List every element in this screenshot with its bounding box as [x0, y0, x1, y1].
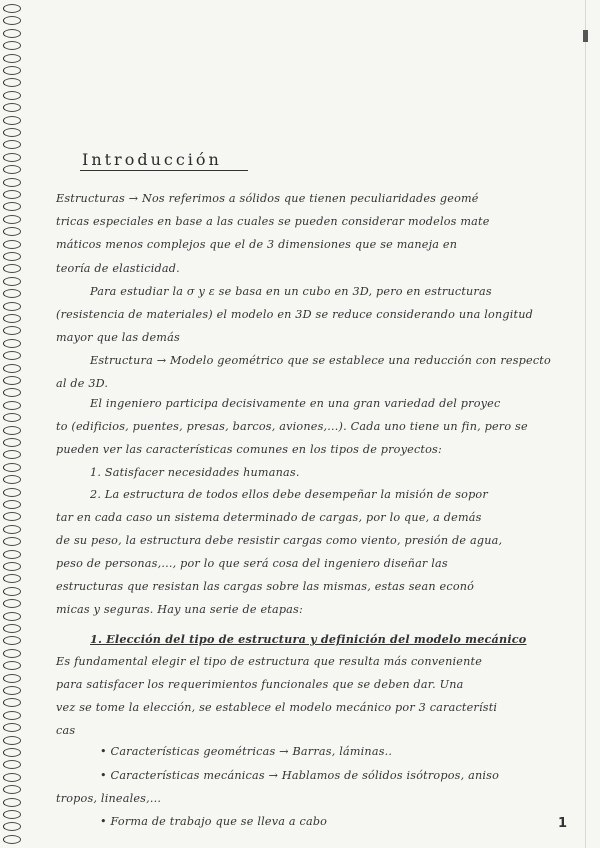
text-line: Estructuras → Nos referimos a sólidos que tienen peculiaridades geomé	[56, 192, 479, 205]
binding-ring	[3, 326, 21, 335]
text-line: micas y seguras. Hay una serie de etapas:	[56, 603, 303, 616]
binding-ring	[3, 500, 21, 509]
binding-ring	[3, 264, 21, 273]
binding-ring	[3, 736, 21, 745]
binding-ring	[3, 339, 21, 348]
page-title: Introducción	[82, 150, 222, 169]
binding-ring	[3, 66, 21, 75]
binding-ring	[3, 450, 21, 459]
binding-ring	[3, 661, 21, 670]
text-line: vez se tome la elección, se establece el modelo mecánico por 3 característi	[56, 701, 498, 714]
binding-ring	[3, 413, 21, 422]
binding-ring	[3, 698, 21, 707]
binding-ring	[3, 488, 21, 497]
binding-ring	[3, 525, 21, 534]
binding-ring	[3, 599, 21, 608]
text-line: pueden ver las características comunes en los tipos de proyectos:	[56, 443, 442, 456]
text-line: estructuras que resistan las cargas sobre las mismas, estas sean econó	[56, 580, 475, 593]
binding-ring	[3, 351, 21, 360]
text-line: peso de personas,..., por lo que será cosa del ingeniero diseñar las	[56, 557, 448, 570]
text-line: 2. La estructura de todos ellos debe desempeñar la misión de sopor	[90, 488, 488, 501]
binding-ring	[3, 29, 21, 38]
binding-ring	[3, 587, 21, 596]
binding-ring	[3, 215, 21, 224]
binding-ring	[3, 54, 21, 63]
binding-ring	[3, 41, 21, 50]
text-line: mayor que las demás	[56, 331, 180, 344]
binding-ring	[3, 686, 21, 695]
binding-ring	[3, 302, 21, 311]
binding-ring	[3, 475, 21, 484]
page-number: 1	[558, 816, 568, 831]
binding-ring	[3, 748, 21, 757]
binding-ring	[3, 252, 21, 261]
text-line: Es fundamental elegir el tipo de estructura que resulta más conveniente	[56, 655, 483, 668]
binding-ring	[3, 426, 21, 435]
binding-ring	[3, 835, 21, 844]
binding-ring	[3, 116, 21, 125]
binding-ring	[3, 165, 21, 174]
binding-ring	[3, 314, 21, 323]
text-line: Para estudiar la σ y ε se basa en un cubo en 3D, pero en estructuras	[90, 285, 492, 298]
binding-ring	[3, 202, 21, 211]
binding-ring	[3, 438, 21, 447]
binding-ring	[3, 16, 21, 25]
text-line: teoría de elasticidad.	[56, 262, 180, 275]
binding-ring	[3, 91, 21, 100]
binding-ring	[3, 364, 21, 373]
binding-ring	[3, 376, 21, 385]
binding-ring	[3, 798, 21, 807]
title-underline	[80, 170, 248, 171]
text-line: para satisfacer los requerimientos funcionales que se deben dar. Una	[56, 678, 464, 691]
page-edge	[585, 0, 586, 848]
spiral-binding	[0, 0, 26, 848]
binding-ring	[3, 153, 21, 162]
binding-ring	[3, 711, 21, 720]
bullet-item: • Características geométricas → Barras, láminas..	[100, 745, 393, 758]
binding-ring	[3, 128, 21, 137]
binding-ring	[3, 178, 21, 187]
binding-ring	[3, 674, 21, 683]
step-heading: 1. Elección del tipo de estructura y definición del modelo mecánico	[90, 632, 527, 646]
text-line: cas	[56, 724, 76, 737]
text-line: tar en cada caso un sistema determinado de cargas, por lo que, a demás	[56, 511, 482, 524]
binding-ring	[3, 103, 21, 112]
text-line: de su peso, la estructura debe resistir cargas como viento, presión de agua,	[56, 534, 503, 547]
binding-ring	[3, 810, 21, 819]
binding-ring	[3, 78, 21, 87]
binding-ring	[3, 289, 21, 298]
text-line: El ingeniero participa decisivamente en una gran variedad del proyec	[90, 397, 501, 410]
text-line: al de 3D.	[56, 377, 109, 390]
binding-ring	[3, 723, 21, 732]
binding-ring	[3, 190, 21, 199]
binding-ring	[3, 562, 21, 571]
binding-ring	[3, 388, 21, 397]
text-line: 1. Satisfacer necesidades humanas.	[90, 466, 300, 479]
binding-ring	[3, 550, 21, 559]
binding-ring	[3, 140, 21, 149]
binding-ring	[3, 636, 21, 645]
text-line: to (edificios, puentes, presas, barcos, aviones,...). Cada uno tiene un fin, pero se	[56, 420, 528, 433]
binding-ring	[3, 401, 21, 410]
binding-ring	[3, 277, 21, 286]
page-edge-mark	[583, 30, 588, 42]
binding-ring	[3, 624, 21, 633]
binding-ring	[3, 227, 21, 236]
binding-ring	[3, 649, 21, 658]
binding-ring	[3, 537, 21, 546]
binding-ring	[3, 612, 21, 621]
binding-ring	[3, 773, 21, 782]
text-line: máticos menos complejos que el de 3 dimensiones que se maneja en	[56, 238, 458, 251]
text-line: tropos, lineales,...	[56, 792, 162, 805]
binding-ring	[3, 574, 21, 583]
binding-ring	[3, 760, 21, 769]
binding-ring	[3, 4, 21, 13]
binding-ring	[3, 512, 21, 521]
binding-ring	[3, 785, 21, 794]
text-line: tricas especiales en base a las cuales se pueden considerar modelos mate	[56, 215, 490, 228]
text-line: (resistencia de materiales) el modelo en 3D se reduce considerando una longitud	[56, 308, 533, 321]
bullet-item: • Características mecánicas → Hablamos de sólidos isótropos, aniso	[100, 769, 500, 782]
binding-ring	[3, 822, 21, 831]
binding-ring	[3, 240, 21, 249]
bullet-item: • Forma de trabajo que se lleva a cabo	[100, 815, 328, 828]
binding-ring	[3, 463, 21, 472]
text-line: Estructura → Modelo geométrico que se establece una reducción con respecto	[90, 354, 551, 367]
